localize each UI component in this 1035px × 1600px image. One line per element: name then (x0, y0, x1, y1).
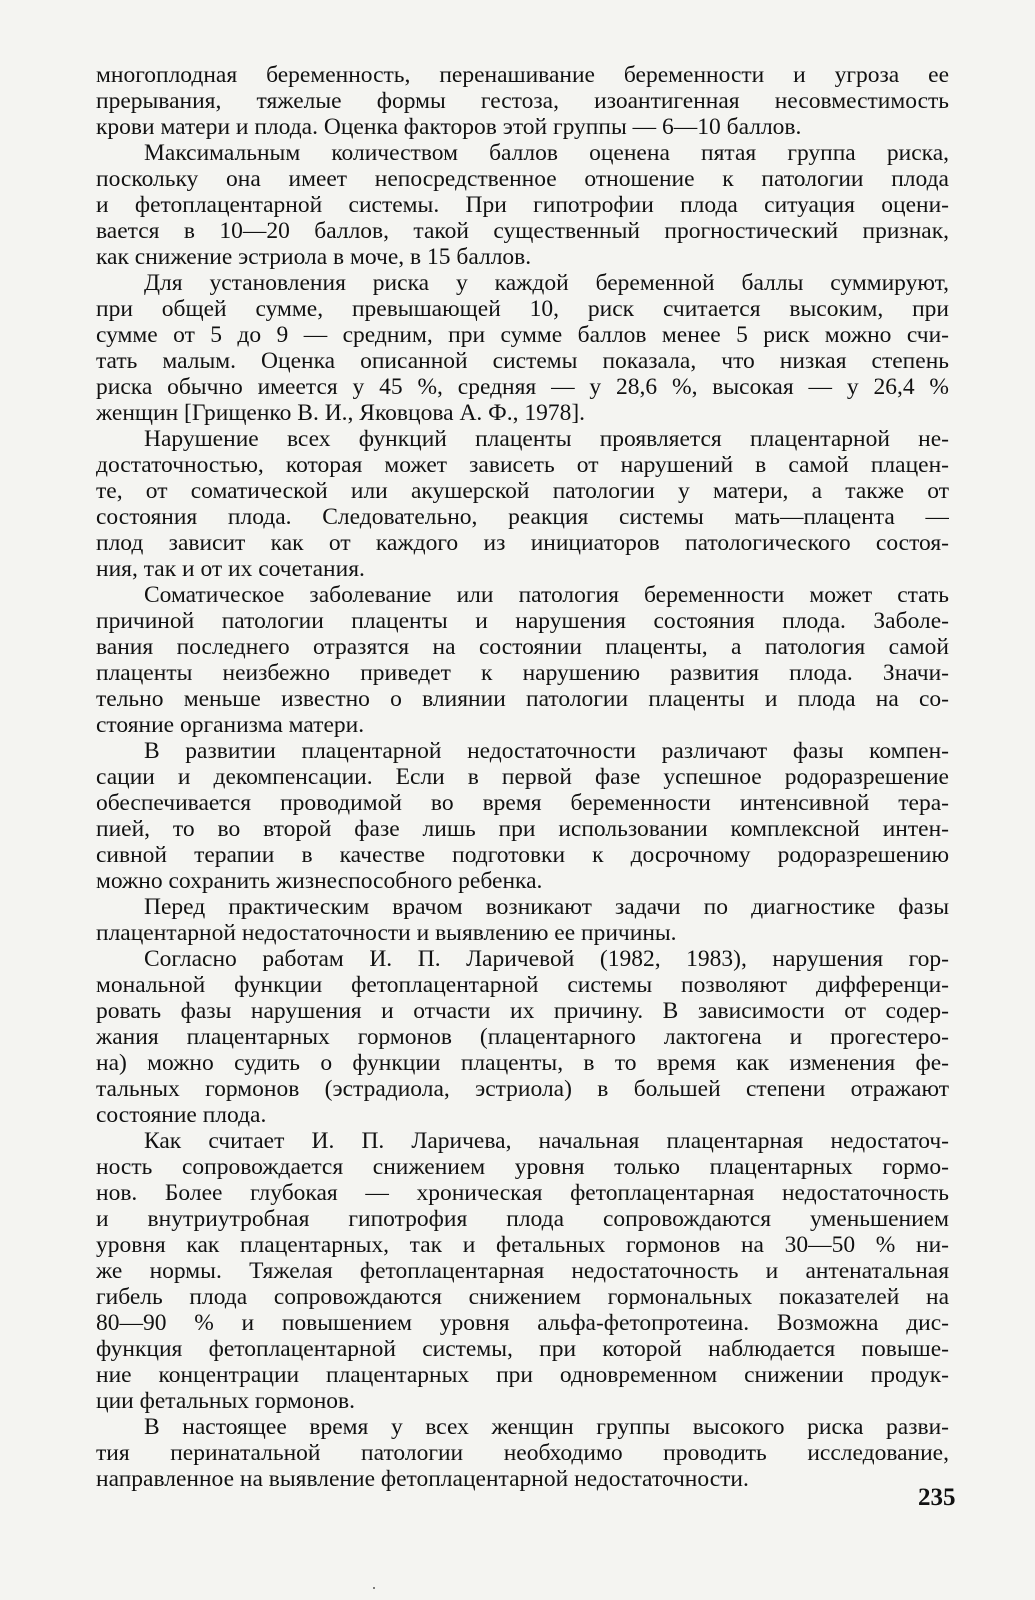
scan-speck (373, 1587, 375, 1589)
text-line: направленное на выявление фетоплацентарной недостаточности. (96, 1466, 749, 1492)
text-line: сивной терапии в качестве подготовки к досрочному родоразрешению (96, 842, 949, 868)
text-line: крови матери и плода. Оценка факторов этой группы — 6—10 баллов. (96, 114, 802, 140)
text-line: на) можно судить о функции плаценты, в то время как изменения фе- (96, 1050, 949, 1076)
text-line: Перед практическим врачом возникают задачи по диагностике фазы (144, 894, 949, 920)
text-line: состояния плода. Следовательно, реакция системы мать—плацента — (96, 504, 949, 530)
text-line: плацентарной недостаточности и выявлению ее причины. (96, 920, 677, 946)
text-line: состояние плода. (96, 1102, 267, 1128)
text-line: нов. Более глубокая — хроническая фетоплацентарная недостаточность (96, 1180, 949, 1206)
page-number: 235 (918, 1484, 956, 1511)
text-line: те, от соматической или акушерской патологии у матери, а также от (96, 478, 949, 504)
text-line: плаценты неизбежно приведет к нарушению развития плода. Значи- (96, 660, 949, 686)
text-line: Как считает И. П. Ларичева, начальная плацентарная недостаточ- (144, 1128, 949, 1154)
text-line: Согласно работам И. П. Ларичевой (1982, 1983), нарушения гор- (144, 946, 949, 972)
text-line: и внутриутробная гипотрофия плода сопровождаются уменьшением (96, 1206, 949, 1232)
text-line: функция фетоплацентарной системы, при которой наблюдается повыше- (96, 1336, 949, 1362)
text-line: поскольку она имеет непосредственное отношение к патологии плода (96, 166, 949, 192)
text-line: В развитии плацентарной недостаточности различают фазы компен- (144, 738, 949, 764)
text-line: плод зависит как от каждого из инициаторов патологического состоя- (96, 530, 949, 556)
text-line: стояние организма матери. (96, 712, 365, 738)
text-line: Для установления риска у каждой беременной баллы суммируют, (144, 270, 949, 296)
text-line: тельно меньше известно о влиянии патологии плаценты и плода на со- (96, 686, 949, 712)
paragraph (96, 1414, 949, 1492)
text-line: же нормы. Тяжелая фетоплацентарная недостаточность и антенатальная (96, 1258, 949, 1284)
text-line: гибель плода сопровождаются снижением гормональных показателей на (96, 1284, 949, 1310)
text-line: уровня как плацентарных, так и фетальных гормонов на 30—50 % ни- (96, 1232, 949, 1258)
text-line: ровать фазы нарушения и отчасти их причину. В зависимости от содер- (96, 998, 949, 1024)
text-line: как снижение эстриола в моче, в 15 баллов. (96, 244, 532, 270)
text-line: Нарушение всех функций плаценты проявляется плацентарной не- (144, 426, 949, 452)
text-line: можно сохранить жизнеспособного ребенка. (96, 868, 543, 894)
text-line: В настоящее время у всех женщин группы высокого риска разви- (144, 1414, 949, 1440)
text-line: тальных гормонов (эстрадиола, эстриола) в большей степени отражают (96, 1076, 949, 1102)
text-line: прерывания, тяжелые формы гестоза, изоантигенная несовместимость (96, 88, 949, 114)
text-line: пией, то во второй фазе лишь при использовании комплексной интен- (96, 816, 949, 842)
text-line: при общей сумме, превышающей 10, риск считается высоким, при (96, 296, 949, 322)
paragraph (96, 894, 949, 946)
text-line: сации и декомпенсации. Если в первой фазе успешное родоразрешение (96, 764, 949, 790)
paragraph (96, 270, 949, 426)
text-line: тия перинатальной патологии необходимо проводить исследование, (96, 1440, 949, 1466)
text-line: вания последнего отразятся на состоянии плаценты, а патология самой (96, 634, 949, 660)
text-line: достаточностью, которая может зависеть от нарушений в самой плацен- (96, 452, 949, 478)
paragraph (96, 62, 949, 140)
paragraph (96, 1128, 949, 1414)
text-line: тать малым. Оценка описанной системы показала, что низкая степень (96, 348, 949, 374)
book-page (96, 62, 949, 1542)
paragraph (96, 738, 949, 894)
text-line: Соматическое заболевание или патология беременности может стать (144, 582, 949, 608)
paragraph (96, 582, 949, 738)
text-line: вается в 10—20 баллов, такой существенный прогностический признак, (96, 218, 949, 244)
text-line: Максимальным количеством баллов оценена пятая группа риска, (144, 140, 949, 166)
text-line: ции фетальных гормонов. (96, 1388, 356, 1414)
text-line: риска обычно имеется у 45 %, средняя — у 28,6 %, высокая — у 26,4 % (96, 374, 949, 400)
text-line: причиной патологии плаценты и нарушения состояния плода. Заболе- (96, 608, 949, 634)
text-line: и фетоплацентарной системы. При гипотрофии плода ситуация оцени- (96, 192, 949, 218)
text-line: обеспечивается проводимой во время беременности интенсивной тера- (96, 790, 949, 816)
text-line: 80—90 % и повышением уровня альфа-фетопротеина. Возможна дис- (96, 1310, 949, 1336)
page-body-text (96, 62, 949, 1492)
text-line: мональной функции фетоплацентарной системы позволяют дифференци- (96, 972, 949, 998)
text-line: ность сопровождается снижением уровня только плацентарных гормо- (96, 1154, 949, 1180)
text-line: ния, так и от их сочетания. (96, 556, 365, 582)
text-line: сумме от 5 до 9 — средним, при сумме баллов менее 5 риск можно счи- (96, 322, 949, 348)
text-line: женщин [Грищенко В. И., Яковцова А. Ф., 1978]. (96, 400, 586, 426)
text-line: ние концентрации плацентарных при одновременном снижении продук- (96, 1362, 949, 1388)
text-line: многоплодная беременность, перенашивание беременности и угроза ее (96, 62, 949, 88)
paragraph (96, 426, 949, 582)
text-line: жания плацентарных гормонов (плацентарного лактогена и прогестеро- (96, 1024, 949, 1050)
paragraph (96, 140, 949, 270)
paragraph (96, 946, 949, 1128)
